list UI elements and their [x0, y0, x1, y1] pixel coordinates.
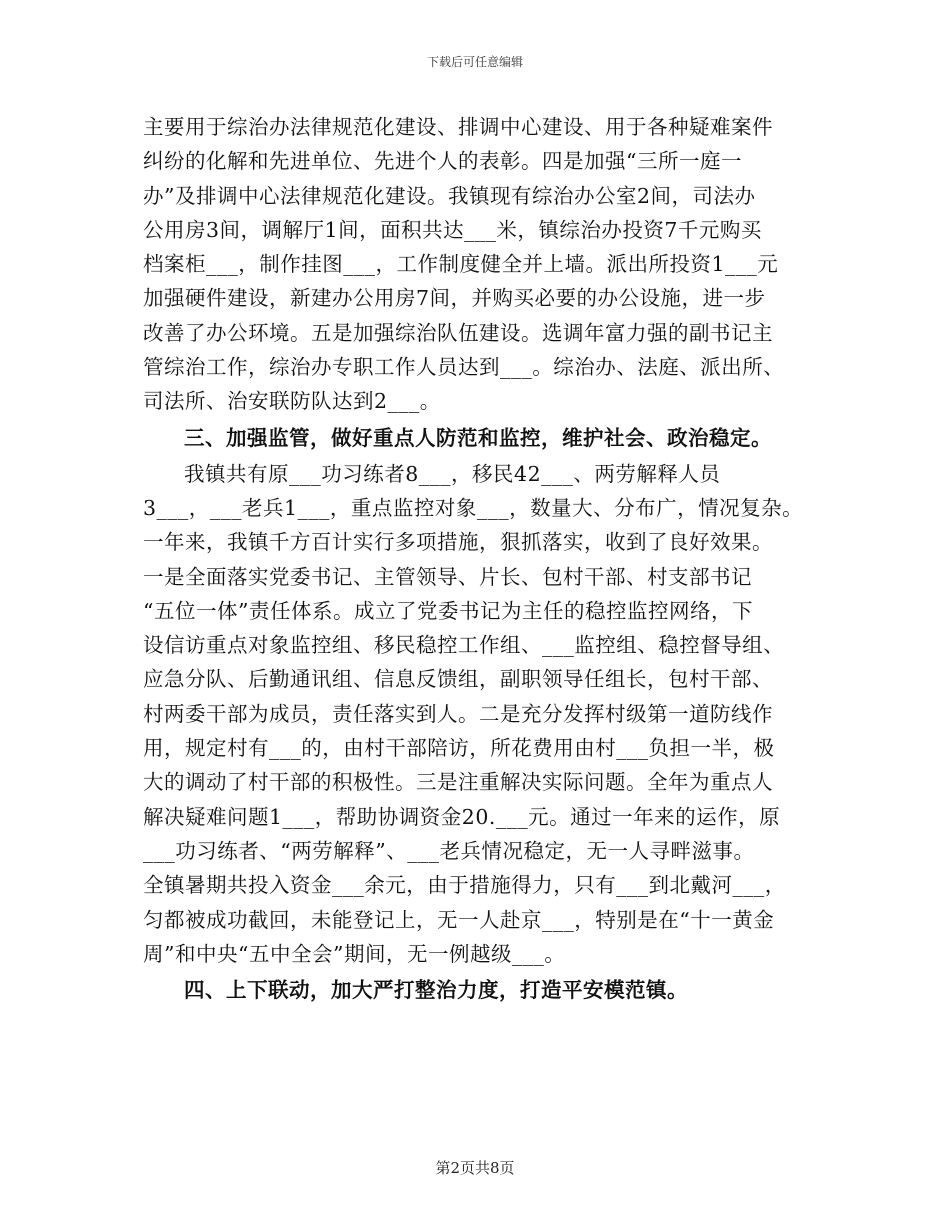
text-line: 设信访重点对象监控组、移民稳控工作组、___监控组、稳控督导组、 [143, 633, 785, 658]
text-line: 一年来，我镇千方百计实行多项措施，狠抓落实，收到了良好效果。 [143, 530, 773, 555]
text-line: ___功习练者、“两劳解释”、___老兵情况稳定，无一人寻畔滋事。 [143, 838, 755, 863]
heading-line: 四、上下联动，加大严打整治力度，打造平安模范镇。 [184, 978, 688, 1003]
page-header: 下载后可任意编辑 [426, 55, 523, 69]
text-line: 档案柜___，制作挂图___，工作制度健全并上墙。派出所投资1___元 [143, 252, 779, 277]
text-line: 公用房3间，调解厅1间，面积共达___米，镇综治办投资7千元购买 [143, 217, 762, 242]
document-body [143, 110, 823, 1009]
text-line: 村两委干部为成员，责任落实到人。二是充分发挥村级第一道防线作 [143, 701, 773, 726]
text-line: 我镇共有原___功习练者8___，移民42___、两劳解释人员 [184, 461, 721, 486]
paragraph [143, 457, 823, 971]
text-line: 加强硬件建设，新建办公用房7间，并购买必要的办公设施，进一步 [143, 286, 766, 311]
section-heading [143, 419, 823, 457]
text-line: 匀都被成功截回，未能登记上，无一人赴京___，特别是在“十一黄金 [143, 907, 775, 932]
text-line: 用，规定村有___的，由村干部陪访，所花费用由村___负担一半，极 [143, 736, 775, 761]
text-line: 管综治工作，综治办专职工作人员达到___。综治办、法庭、派出所、 [143, 355, 785, 380]
text-line: “五位一体”责任体系。成立了党委书记为主任的稳控监控网络，下 [143, 598, 753, 623]
text-line: 改善了办公环境。五是加强综治队伍建设。选调年富力强的副书记主 [143, 320, 773, 345]
text-line: 司法所、治安联防队达到2___。 [143, 389, 441, 414]
text-line: 解决疑难问题1___，帮助协调资金20.___元。通过一年来的运作，原 [143, 804, 781, 829]
text-line: 一是全面落实党委书记、主管领导、片长、包村干部、村支部书记 [143, 564, 752, 589]
page-footer: 第2页共8页 [435, 1159, 515, 1177]
section-heading [143, 971, 823, 1009]
paragraph [143, 110, 823, 419]
text-line: 办”及排调中心法律规范化建设。我镇现有综治办公室2间，司法办 [143, 183, 756, 208]
text-line: 周”和中央“五中全会”期间，无一例越级___。 [143, 941, 566, 966]
text-line: 应急分队、后勤通讯组、信息反馈组，副职领导任组长，包村干部、 [143, 667, 773, 692]
text-line: 主要用于综治办法律规范化建设、排调中心建设、用于各种疑难案件 [143, 115, 773, 139]
text-line: 大的调动了村干部的积极性。三是注重解决实际问题。全年为重点人 [143, 770, 773, 795]
text-line: 3___，___老兵1___，重点监控对象___，数量大、分布广，情况复杂。 [143, 495, 804, 520]
heading-line: 三、加强监管，做好重点人防范和监控，维护社会、政治稳定。 [184, 425, 772, 450]
text-line: 全镇暑期共投入资金___余元，由于措施得力，只有___到北戴河___， [143, 873, 786, 898]
text-line: 纠纷的化解和先进单位、先进个人的表彰。四是加强“三所一庭一 [143, 149, 742, 174]
